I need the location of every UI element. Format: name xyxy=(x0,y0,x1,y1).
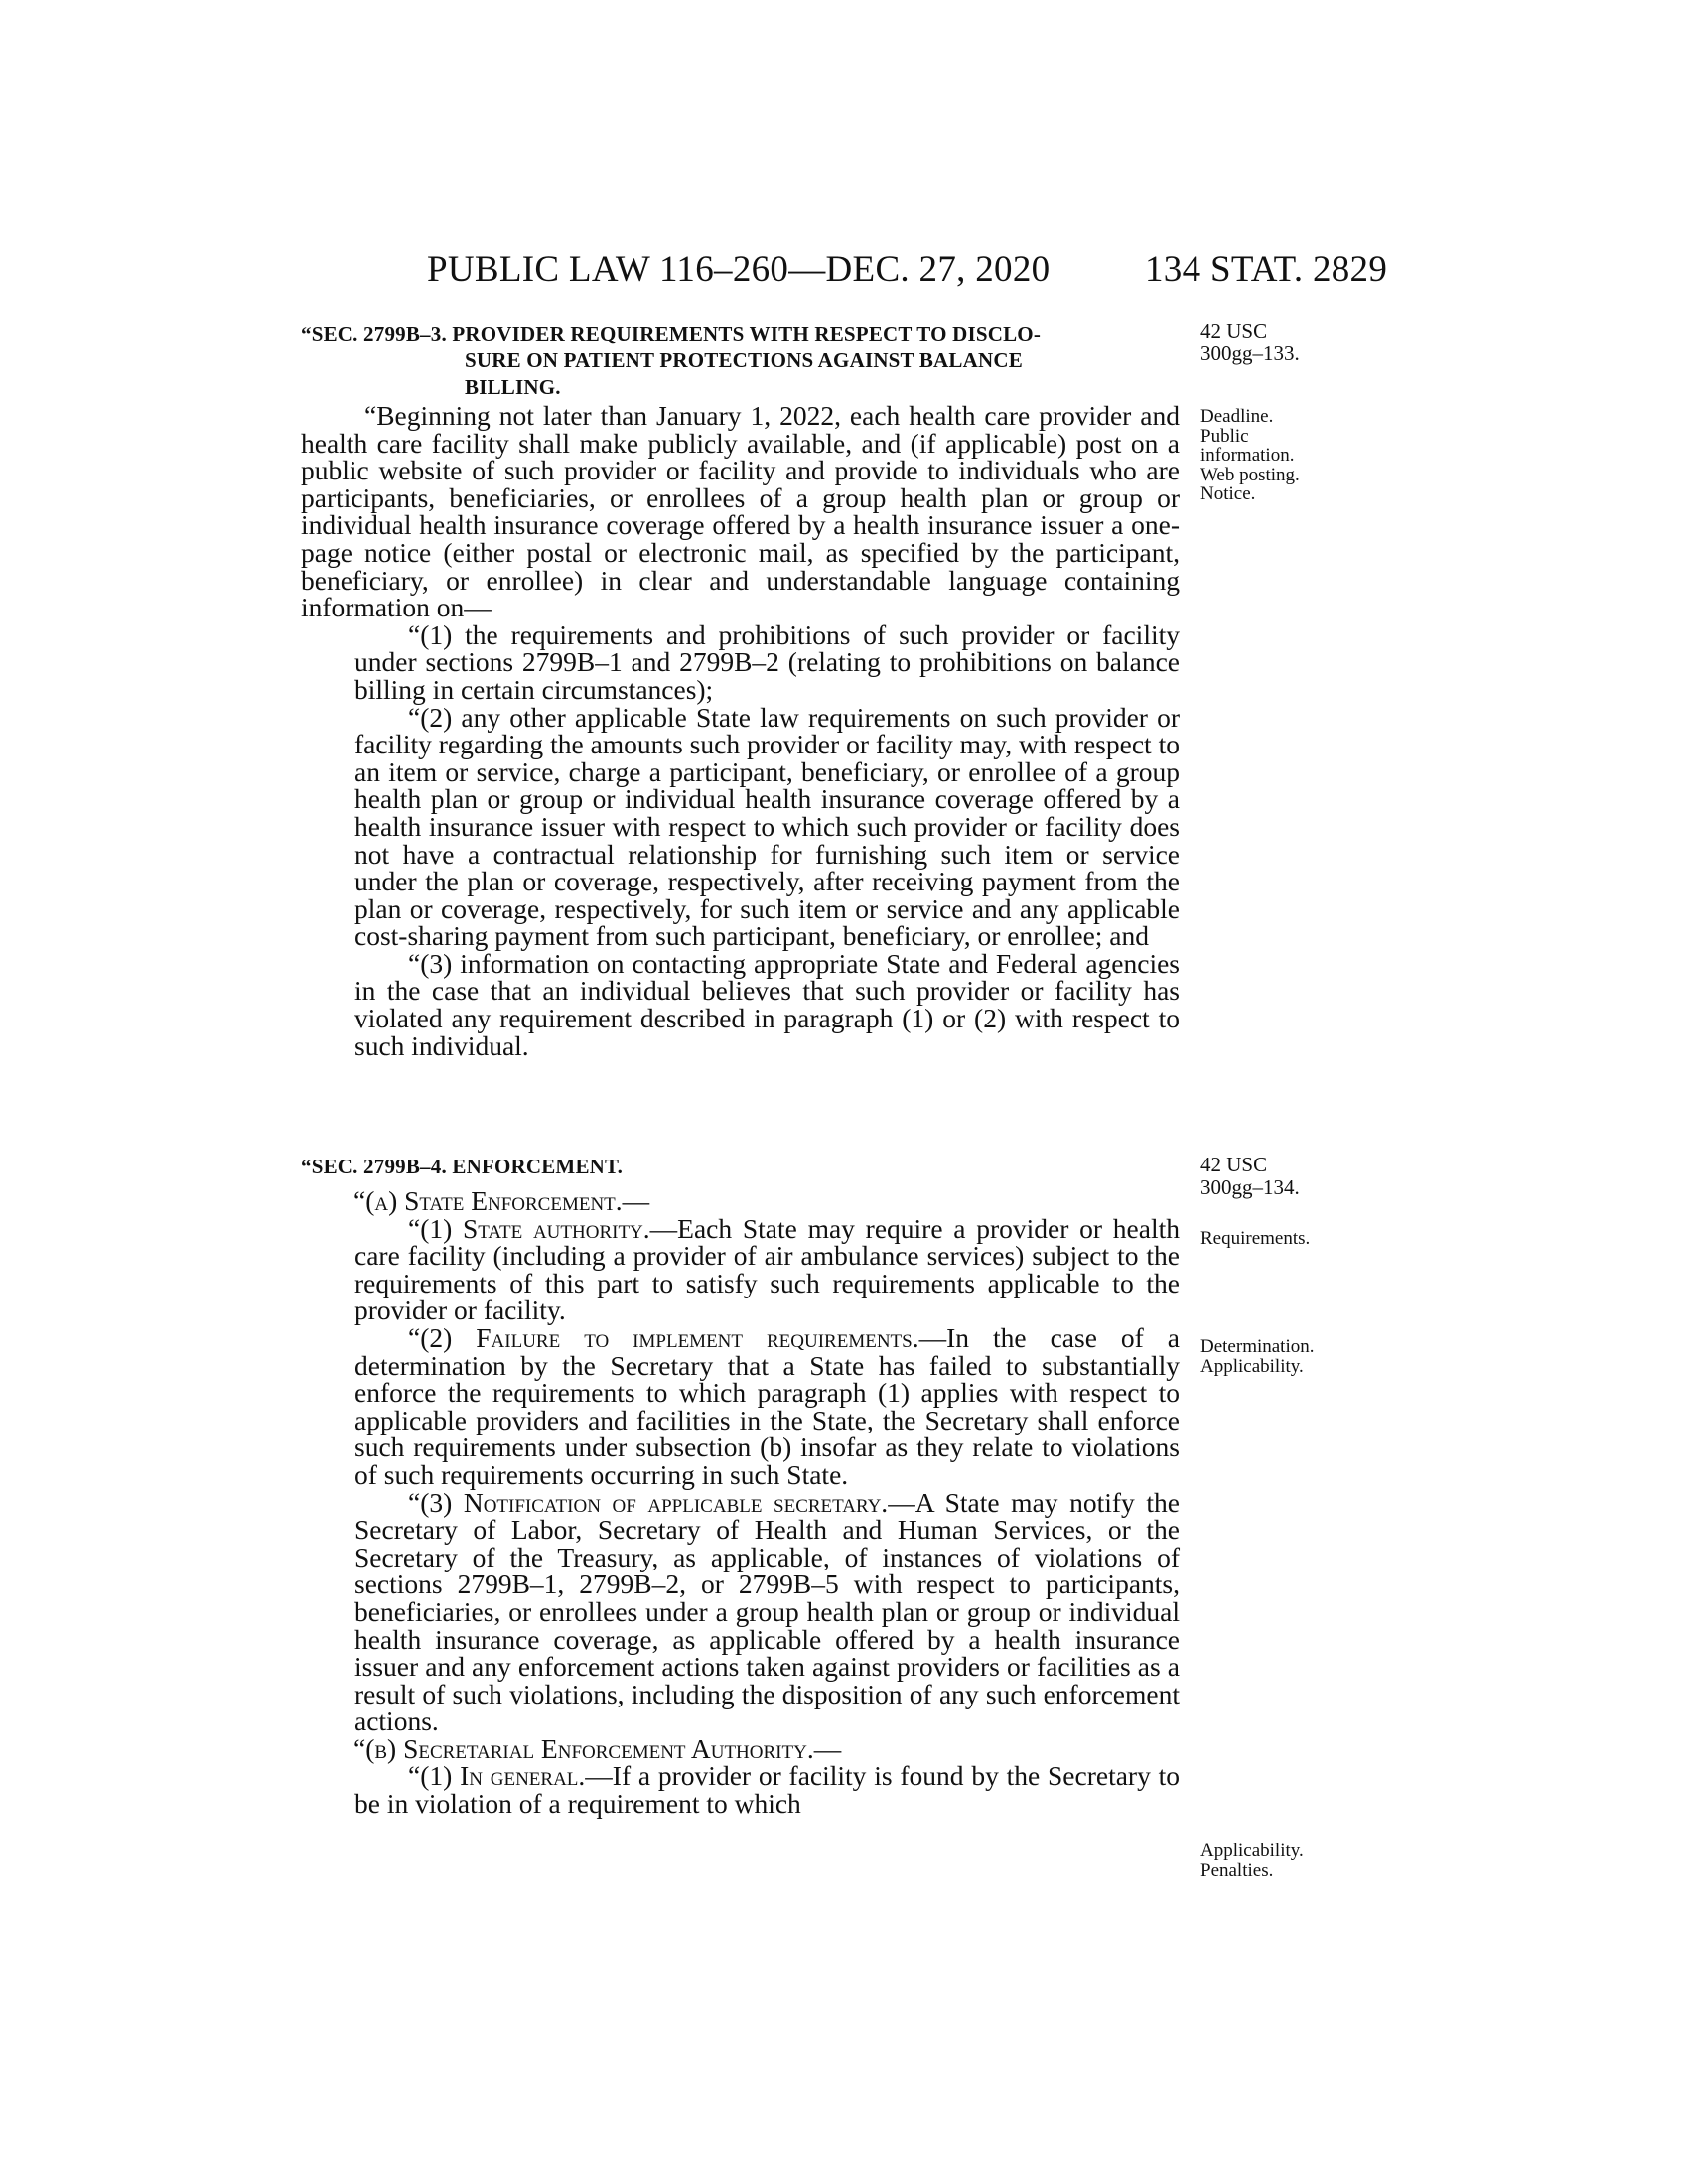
paragraph-b1 xyxy=(301,1760,1181,1820)
paragraph-a1-heading: “(1) State authority. xyxy=(408,1212,650,1244)
margin-note-tags-2 xyxy=(1200,1229,1310,1249)
margin-note-line: Requirements. xyxy=(1200,1228,1311,1249)
paragraph-item-3: “(3) information on contacting appropriate State and Federal agencies in the case that an individual believes that such provider or facility has violated any requirement described in paragraph (1) or (2) with respect to such individual. xyxy=(354,947,1180,1061)
margin-note-line: Applicability. xyxy=(1200,1355,1304,1377)
margin-note-line: 42 USC xyxy=(1200,1153,1268,1176)
paragraph-a3-text: —A State may notify the Secretary of Labor, Secretary of Health and Human Services, or the Secretary of the Treasury, as applicable, of instances of violations of sections 2799B–1, 2799B–2, or 2799B–5 with respect to participants, beneficiaries, or enrollees under a group health plan or group or individual health insurance coverage, as applicable offered by a health insurance issuer and any enforcement actions taken against providers or facilities as a result of such violations, including the disposition of any such enforcement actions. xyxy=(354,1486,1180,1737)
section-body-2799b-4 xyxy=(301,1187,1180,1818)
section-body-2799b-3 xyxy=(301,402,1180,1059)
subsection-heading-b-text: “(b) Secretarial Enforcement Authority.— xyxy=(353,1732,842,1764)
margin-note-line: Notice. xyxy=(1200,483,1256,504)
margin-note-line: 300gg–134. xyxy=(1200,1175,1300,1199)
margin-note-line: Public xyxy=(1200,425,1249,447)
margin-note-line: information. xyxy=(1200,445,1295,466)
paragraph-a2 xyxy=(301,1321,1180,1490)
paragraph-a2-text: —In the case of a determination by the Secretary that a State has failed to substantially enforce the requirements to which paragraph (1) applies with respect to applicable providers and facilities in the State, the Secretary shall enforce such requirements under subsection (b) insofar as they relate to violations of such requirements occurring in such State. xyxy=(354,1321,1180,1490)
paragraph-a3 xyxy=(301,1486,1180,1737)
subsection-heading-a-text: “(a) State Enforcement.— xyxy=(353,1185,650,1216)
margin-note-tags-4 xyxy=(1200,1842,1304,1880)
paragraph-item-1: “(1) the requirements and prohibitions of such provider or facility under sections 2799B–1 and 2799B–2 (relating to prohibitions on balance billing in certain circumstances); xyxy=(354,618,1180,705)
subsection-heading-b xyxy=(301,1732,1180,1764)
margin-note-line: Deadline. xyxy=(1200,406,1274,427)
margin-note-line: 42 USC xyxy=(1200,319,1268,342)
paragraph-b1-text: —If a provider or facility is found by the Secretary to be in violation of a requirement to which xyxy=(354,1760,1181,1820)
margin-note-usc-134 xyxy=(1200,1154,1300,1199)
margin-note-line: Applicability. xyxy=(1200,1841,1304,1861)
running-header-page: 134 STAT. 2829 xyxy=(1145,249,1388,290)
paragraph-item-2: “(2) any other applicable State law requirements on such provider or facility regarding the amounts such provider or facility may, with respect to an item or service, charge a participant, beneficiary, or enrollee of a group health plan or group or individual health insurance coverage offered by a health insurance issuer with respect to which such provider or facility does not have a contractual relationship for furnishing such item or service under the plan or coverage, respectively, after receiving payment from the plan or coverage, respectively, for such item or service and any applicable cost-sharing payment from such participant, beneficiary, or enrollee; and xyxy=(354,701,1180,952)
paragraph-a3-heading: “(3) Notification of applicable secretary. xyxy=(408,1486,889,1518)
paragraph-a2-heading: “(2) Failure to implement requirements. xyxy=(408,1321,919,1353)
running-header-title: PUBLIC LAW 116–260—DEC. 27, 2020 xyxy=(427,249,1051,290)
margin-note-tags-3 xyxy=(1200,1337,1315,1376)
margin-note-tags-1 xyxy=(1200,407,1300,504)
section-heading-2799b-3 xyxy=(301,321,1180,401)
intro-paragraph: “Beginning not later than January 1, 2022, each health care provider and health care facility shall make publicly available, and (if applicable) post on a public website of such provider or facility and provide to individuals who are participants, beneficiaries, or enrollees of a group health plan or group or individual health insurance coverage offered by a health insurance issuer a one-page notice (either postal or electronic mail, as specified by the participant, beneficiary, or enrollee) in clear and understandable language containing information on— xyxy=(301,400,1180,623)
margin-note-line: Determination. xyxy=(1200,1336,1315,1357)
section-heading-line: “SEC. 2799B–3. PROVIDER REQUIREMENTS WITH RESPECT TO DISCLO- xyxy=(301,322,1042,345)
margin-note-line: Penalties. xyxy=(1200,1859,1274,1881)
section-heading-2799b-4: “SEC. 2799B–4. ENFORCEMENT. xyxy=(301,1155,624,1178)
paragraph-a1 xyxy=(301,1212,1180,1326)
section-heading-line: BILLING. xyxy=(465,375,561,399)
section-heading-line: SURE ON PATIENT PROTECTIONS AGAINST BALANCE xyxy=(465,348,1023,372)
paragraph-a1-text: —Each State may require a provider or health care facility (including a provider of air ambulance services) subject to the requirements of this part to satisfy such requirements applicable to the provider or facility. xyxy=(354,1212,1180,1326)
margin-note-line: Web posting. xyxy=(1200,464,1300,485)
subsection-heading-a xyxy=(301,1187,1180,1215)
margin-note-line: 300gg–133. xyxy=(1200,341,1300,365)
margin-note-usc-133 xyxy=(1200,320,1300,365)
paragraph-b1-heading: “(1) In general. xyxy=(408,1760,586,1792)
